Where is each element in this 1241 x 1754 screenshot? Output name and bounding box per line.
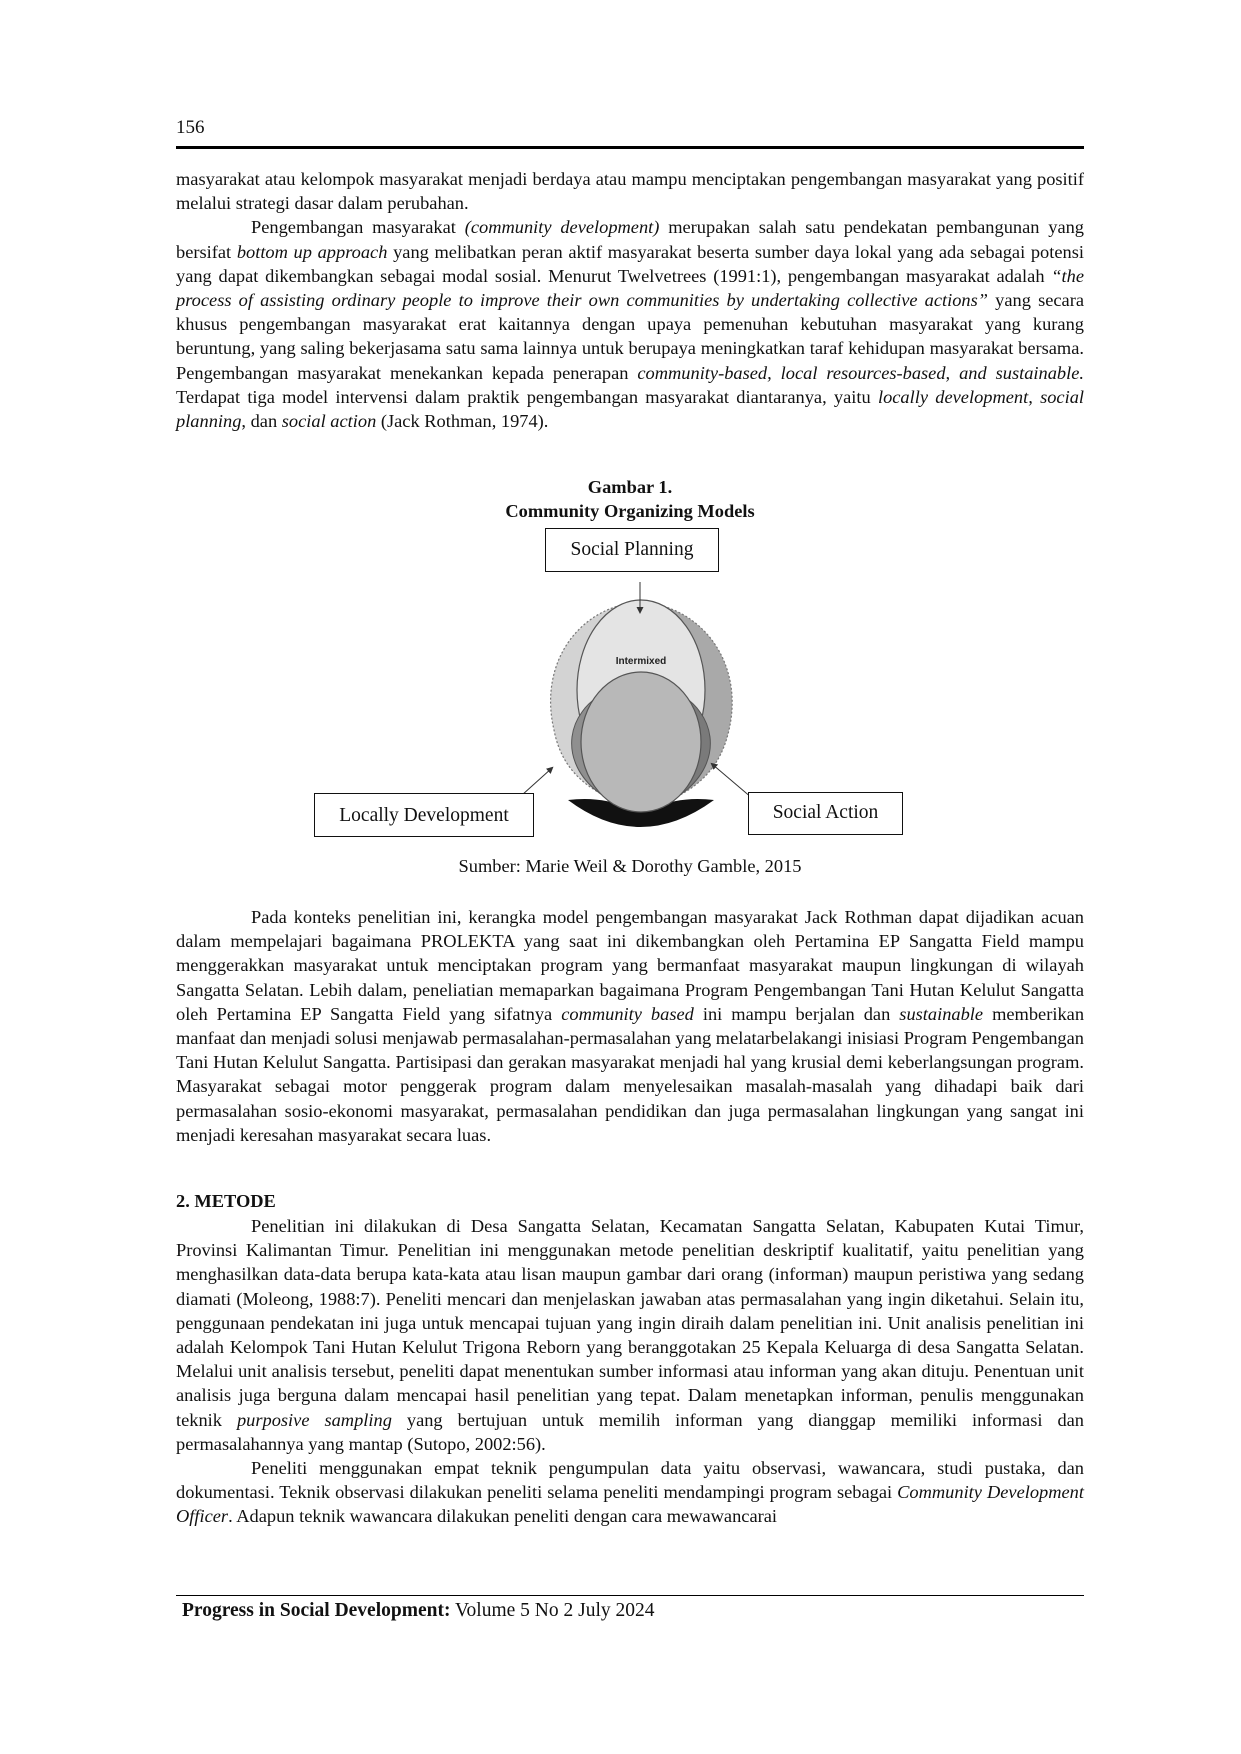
- label-social-action: Social Action: [748, 792, 903, 835]
- journal-name: Progress in Social Development:: [182, 1600, 451, 1621]
- arrow-from-social-action: [712, 764, 752, 798]
- figure-source: Sumber: Marie Weil & Dorothy Gamble, 2015: [458, 856, 802, 876]
- text-block-context: [176, 905, 1084, 1147]
- paragraph-3: Pada konteks penelitian ini, kerangka model pengembangan masyarakat Jack Rothman dapat dijadikan acuan dalam mempelajari bagaimana PROLEKTA yang saat ini dikembangkan oleh Pertamina EP Sangatta Field mampu menggerakkan masyarakat untuk menciptakan program yang bermanfaat masyarakat maupun lingkungan di wilayah Sangatta Selatan. Lebih dalam, peneliatian memaparkan bagaimana Program Pengembangan Tani Hutan Kelulut Sangatta oleh Pertamina EP Sangatta Field yang sifatnya community based ini mampu berjalan dan sustainable memberikan manfaat dan menjadi solusi menjawab permasalahan-permasalahan yang melatarbelakangi inisiasi Program Pengembangan Tani Hutan Kelulut Sangatta. Partisipasi dan gerakan masyarakat menjadi hal yang krusial demi keberlangsungan program. Masyarakat sebagai motor penggerak program dalam menyelesaikan masalah-masalah yang dihadapi baik dari permasalahan sosio-ekonomi masyarakat, permasalahan pendidikan dan juga permasalahan lingkungan yang sangat ini menjadi keresahan masyarakat secara luas.: [176, 907, 1085, 1145]
- diagram-center-label: Intermixed: [615, 656, 667, 667]
- label-social-planning: Social Planning: [545, 528, 719, 572]
- paragraph-4: Penelitian ini dilakukan di Desa Sangatta Selatan, Kecamatan Sangatta Selatan, Kabupaten Kutai Timur, Provinsi Kalimantan Timur. Penelitian ini menggunakan metode penelitian deskriptif kualitatif, yaitu penelitian yang menghasilkan data-data berupa kata-kata atau lisan maupun gambar dari orang (informan) maupun peristiwa yang sedang diamati (Moleong, 1988:7). Peneliti mencari dan menjelaskan jawaban atas permasalahan yang ingin diketahui. Selain itu, penggunaan pendekatan ini juga untuk mencapai tujuan yang ingin diraih dalam penelitian ini. Unit analisis penelitian ini adalah Kelompok Tani Hutan Kelulut Trigona Reborn yang beranggotakan 25 Kepala Keluarga di desa Sangatta Selatan. Melalui unit analisis tersebut, peneliti dapat menentukan sumber informasi atau informan yang akan dituju. Penentuan unit analisis juga berguna dalam mencapai hasil penelitian yang tepat. Dalam menetapkan informan, penulis menggunakan teknik purposive sampling yang bertujuan untuk memilih informan yang dianggap memiliki informasi dan permasalahannya yang mantap (Sutopo, 2002:56).: [176, 1216, 1085, 1454]
- paragraph-5: Peneliti menggunakan empat teknik pengumpulan data yaitu observasi, wawancara, studi pustaka, dan dokumentasi. Teknik observasi dilakukan peneliti selama peneliti mendampingi program sebagai Community Development Officer. Adapun teknik wawancara dilakukan peneliti dengan cara mewawancarai: [176, 1458, 1084, 1527]
- figure-number: Gambar 1.: [587, 477, 673, 497]
- journal-issue: Volume 5 No 2 July 2024: [450, 1600, 655, 1621]
- paragraph-1: masyarakat atau kelompok masyarakat menjadi berdaya atau mampu menciptakan pengembangan masyarakat yang positif melalui strategi dasar dalam perubahan.: [176, 169, 1084, 214]
- paragraph-2: Pengembangan masyarakat (community development) merupakan salah satu pendekatan pembangunan yang bersifat bottom up approach yang melibatkan peran aktif masyarakat beserta sumber daya lokal yang ada sebagai potensi yang dapat dikembangkan sebagai modal sosial. Menurut Twelvetrees (1991:1), pengembangan masyarakat adalah “the process of assisting ordinary people to improve their own communities by undertaking collective actions” yang secara khusus pengembangan masyarakat erat kaitannya dengan upaya pemenuhan kebutuhan masyarakat yang kurang beruntung, yang saling bekerjasama satu sama lainnya untuk berupaya meningkatkan taraf kehidupan masyarakat bersama. Pengembangan masyarakat menekankan kepada penerapan community-based, local resources-based, and sustainable. Terdapat tiga model intervensi dalam praktik pengembangan masyarakat diantaranya, yaitu locally development, social planning, dan social action (Jack Rothman, 1974).: [176, 217, 1084, 432]
- page-number: 156: [176, 117, 205, 138]
- diagram-intermixed-center: [581, 672, 701, 812]
- text-block-method: [176, 1214, 1084, 1529]
- section-heading-metode: 2. METODE: [176, 1191, 276, 1211]
- figure-title: Community Organizing Models: [505, 501, 755, 521]
- footer-rule: [176, 1595, 1084, 1596]
- journal-footer: [182, 1600, 655, 1622]
- community-models-diagram: [520, 582, 760, 842]
- text-block-intro: [176, 167, 1084, 433]
- label-locally-development: Locally Development: [314, 793, 534, 837]
- header-rule: [176, 146, 1084, 149]
